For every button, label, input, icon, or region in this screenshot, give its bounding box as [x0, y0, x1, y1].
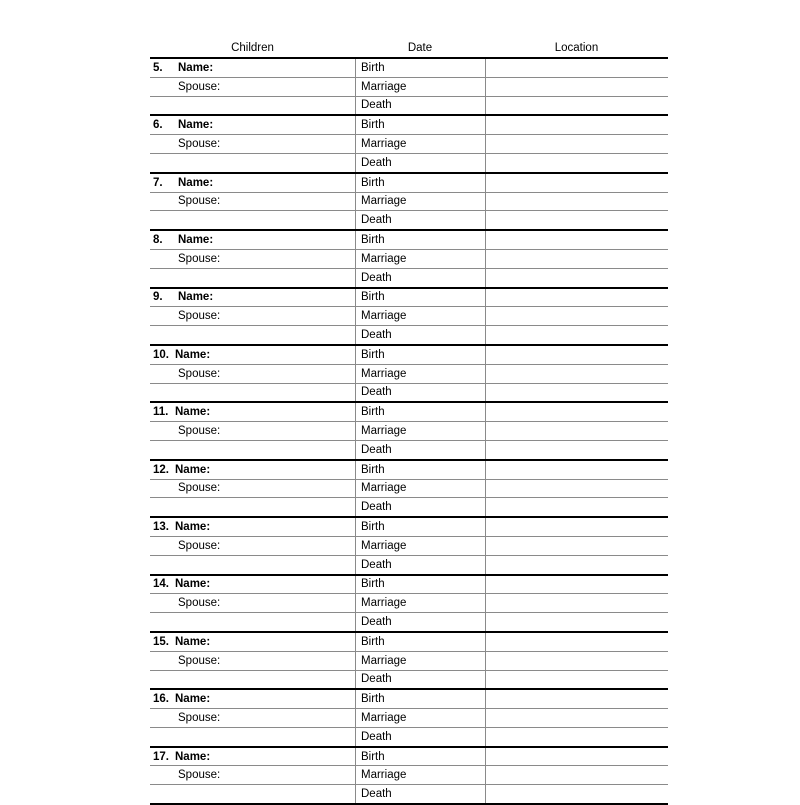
location-cell-death[interactable]	[485, 441, 668, 459]
location-cell-marriage[interactable]	[485, 709, 668, 727]
spouse-label: Spouse:	[178, 482, 221, 495]
table-row	[150, 364, 668, 383]
name-label: Name:	[175, 750, 211, 763]
spouse-label: Spouse:	[178, 310, 221, 323]
column-header-location: Location	[554, 42, 599, 54]
table-row	[150, 96, 668, 115]
birth-label: Birth	[361, 693, 385, 706]
location-cell-birth[interactable]	[485, 748, 668, 766]
marriage-label: Marriage	[361, 425, 407, 438]
marriage-label: Marriage	[361, 482, 407, 495]
date-cell-death[interactable]	[355, 498, 485, 516]
name-label: Name:	[178, 119, 214, 132]
death-label: Death	[361, 329, 392, 342]
child-spouse-cell[interactable]	[150, 594, 355, 612]
table-row	[150, 174, 668, 192]
table-row	[150, 765, 668, 784]
location-cell-death[interactable]	[485, 384, 668, 402]
location-cell-birth[interactable]	[485, 690, 668, 708]
date-cell-birth[interactable]	[355, 748, 485, 766]
table-row	[150, 134, 668, 153]
location-cell-birth[interactable]	[485, 59, 668, 77]
date-cell-death[interactable]	[355, 384, 485, 402]
location-cell-marriage[interactable]	[485, 766, 668, 784]
table-row	[150, 555, 668, 574]
child-index-number: 17.	[153, 750, 169, 763]
table-row	[150, 612, 668, 631]
child-name-cell[interactable]	[150, 116, 355, 134]
name-label: Name:	[178, 61, 214, 74]
birth-label: Birth	[361, 234, 385, 247]
date-cell-birth[interactable]	[355, 690, 485, 708]
child-blank-cell[interactable]	[150, 613, 355, 631]
birth-label: Birth	[361, 578, 385, 591]
date-cell-death[interactable]	[355, 97, 485, 115]
child-spouse-cell[interactable]	[150, 365, 355, 383]
death-label: Death	[361, 443, 392, 456]
child-entry-group	[150, 59, 668, 114]
date-cell-death[interactable]	[355, 441, 485, 459]
child-spouse-cell[interactable]	[150, 537, 355, 555]
death-label: Death	[361, 156, 392, 169]
child-entry-group	[150, 574, 668, 631]
child-spouse-cell[interactable]	[150, 480, 355, 498]
death-label: Death	[361, 214, 392, 227]
spouse-label: Spouse:	[178, 138, 221, 151]
name-label: Name:	[175, 578, 211, 591]
child-name-cell[interactable]	[150, 576, 355, 594]
child-entry-group	[150, 459, 668, 516]
date-cell-birth[interactable]	[355, 346, 485, 364]
location-cell-death[interactable]	[485, 785, 668, 803]
date-cell-death[interactable]	[355, 326, 485, 344]
marriage-label: Marriage	[361, 138, 407, 151]
child-name-cell[interactable]	[150, 461, 355, 479]
location-cell-birth[interactable]	[485, 116, 668, 134]
child-entry-group	[150, 172, 668, 229]
table-row	[150, 536, 668, 555]
location-cell-birth[interactable]	[485, 576, 668, 594]
spouse-label: Spouse:	[178, 597, 221, 610]
table-row	[150, 116, 668, 134]
date-cell-marriage[interactable]	[355, 480, 485, 498]
table-row	[150, 231, 668, 249]
date-cell-death[interactable]	[355, 671, 485, 689]
marriage-label: Marriage	[361, 539, 407, 552]
table-row	[150, 633, 668, 651]
spouse-label: Spouse:	[178, 711, 221, 724]
date-cell-birth[interactable]	[355, 518, 485, 536]
table-row	[150, 59, 668, 77]
table-row	[150, 268, 668, 287]
child-index-number: 13.	[153, 521, 169, 534]
date-cell-marriage[interactable]	[355, 594, 485, 612]
name-label: Name:	[175, 406, 211, 419]
name-label: Name:	[178, 234, 214, 247]
location-cell-marriage[interactable]	[485, 193, 668, 211]
table-row	[150, 593, 668, 612]
death-label: Death	[361, 673, 392, 686]
table-body	[150, 57, 668, 805]
date-cell-marriage[interactable]	[355, 709, 485, 727]
marriage-label: Marriage	[361, 310, 407, 323]
child-spouse-cell[interactable]	[150, 709, 355, 727]
spouse-label: Spouse:	[178, 80, 221, 93]
date-cell-birth[interactable]	[355, 289, 485, 307]
child-spouse-cell[interactable]	[150, 193, 355, 211]
spouse-label: Spouse:	[178, 195, 221, 208]
child-spouse-cell[interactable]	[150, 652, 355, 670]
birth-label: Birth	[361, 635, 385, 648]
child-blank-cell[interactable]	[150, 211, 355, 229]
location-cell-death[interactable]	[485, 154, 668, 172]
child-entry-group	[150, 344, 668, 401]
table-row	[150, 748, 668, 766]
child-blank-cell[interactable]	[150, 785, 355, 803]
child-blank-cell[interactable]	[150, 556, 355, 574]
date-cell-marriage[interactable]	[355, 135, 485, 153]
date-cell-death[interactable]	[355, 613, 485, 631]
child-index-number: 16.	[153, 693, 169, 706]
table-row	[150, 440, 668, 459]
table-row	[150, 576, 668, 594]
table-row	[150, 518, 668, 536]
date-cell-death[interactable]	[355, 269, 485, 287]
child-blank-cell[interactable]	[150, 97, 355, 115]
location-cell-marriage[interactable]	[485, 78, 668, 96]
death-label: Death	[361, 99, 392, 112]
child-name-cell[interactable]	[150, 289, 355, 307]
child-name-cell[interactable]	[150, 59, 355, 77]
marriage-label: Marriage	[361, 252, 407, 265]
child-index-number: 15.	[153, 635, 169, 648]
date-cell-birth[interactable]	[355, 403, 485, 421]
location-cell-death[interactable]	[485, 97, 668, 115]
date-cell-marriage[interactable]	[355, 766, 485, 784]
date-cell-marriage[interactable]	[355, 537, 485, 555]
child-entry-group	[150, 401, 668, 458]
table-row	[150, 421, 668, 440]
death-label: Death	[361, 386, 392, 399]
death-label: Death	[361, 271, 392, 284]
table-row	[150, 670, 668, 689]
child-index-number: 5.	[153, 61, 163, 74]
birth-label: Birth	[361, 521, 385, 534]
table-row	[150, 325, 668, 344]
birth-label: Birth	[361, 750, 385, 763]
name-label: Name:	[178, 176, 214, 189]
birth-label: Birth	[361, 119, 385, 132]
child-blank-cell[interactable]	[150, 441, 355, 459]
marriage-label: Marriage	[361, 654, 407, 667]
date-cell-death[interactable]	[355, 785, 485, 803]
column-header-date: Date	[407, 42, 433, 54]
date-cell-marriage[interactable]	[355, 422, 485, 440]
death-label: Death	[361, 788, 392, 801]
spouse-label: Spouse:	[178, 252, 221, 265]
table-row	[150, 727, 668, 746]
location-cell-birth[interactable]	[485, 403, 668, 421]
child-index-number: 14.	[153, 578, 169, 591]
table-row	[150, 497, 668, 516]
child-entry-group	[150, 287, 668, 344]
spouse-label: Spouse:	[178, 769, 221, 782]
child-index-number: 11.	[153, 406, 169, 419]
child-index-number: 9.	[153, 291, 163, 304]
location-cell-birth[interactable]	[485, 174, 668, 192]
date-cell-death[interactable]	[355, 556, 485, 574]
spouse-label: Spouse:	[178, 367, 221, 380]
location-cell-marriage[interactable]	[485, 422, 668, 440]
table-row	[150, 306, 668, 325]
date-cell-birth[interactable]	[355, 174, 485, 192]
name-label: Name:	[175, 693, 211, 706]
child-blank-cell[interactable]	[150, 269, 355, 287]
location-cell-marriage[interactable]	[485, 480, 668, 498]
date-cell-death[interactable]	[355, 728, 485, 746]
child-blank-cell[interactable]	[150, 498, 355, 516]
location-cell-marriage[interactable]	[485, 365, 668, 383]
date-cell-birth[interactable]	[355, 116, 485, 134]
child-index-number: 6.	[153, 119, 163, 132]
name-label: Name:	[175, 463, 211, 476]
table-row	[150, 210, 668, 229]
date-cell-marriage[interactable]	[355, 365, 485, 383]
child-spouse-cell[interactable]	[150, 307, 355, 325]
column-header-children: Children	[231, 42, 274, 54]
child-entry-group	[150, 688, 668, 745]
birth-label: Birth	[361, 291, 385, 304]
location-cell-marriage[interactable]	[485, 594, 668, 612]
child-index-number: 7.	[153, 176, 163, 189]
child-entry-group	[150, 114, 668, 171]
table-row	[150, 289, 668, 307]
child-spouse-cell[interactable]	[150, 135, 355, 153]
child-name-cell[interactable]	[150, 174, 355, 192]
table-row	[150, 346, 668, 364]
location-cell-death[interactable]	[485, 211, 668, 229]
location-cell-death[interactable]	[485, 556, 668, 574]
birth-label: Birth	[361, 406, 385, 419]
date-cell-birth[interactable]	[355, 633, 485, 651]
date-cell-marriage[interactable]	[355, 78, 485, 96]
location-cell-death[interactable]	[485, 498, 668, 516]
marriage-label: Marriage	[361, 195, 407, 208]
birth-label: Birth	[361, 348, 385, 361]
table-row	[150, 77, 668, 96]
child-spouse-cell[interactable]	[150, 422, 355, 440]
date-cell-marriage[interactable]	[355, 652, 485, 670]
table-row	[150, 479, 668, 498]
death-label: Death	[361, 616, 392, 628]
table-row	[150, 153, 668, 172]
child-blank-cell[interactable]	[150, 154, 355, 172]
date-cell-birth[interactable]	[355, 461, 485, 479]
location-cell-birth[interactable]	[485, 518, 668, 536]
table-row	[150, 461, 668, 479]
location-cell-birth[interactable]	[485, 231, 668, 249]
child-name-cell[interactable]	[150, 403, 355, 421]
child-entry-group	[150, 516, 668, 573]
child-name-cell[interactable]	[150, 633, 355, 651]
date-cell-death[interactable]	[355, 154, 485, 172]
location-cell-birth[interactable]	[485, 461, 668, 479]
table-row	[150, 784, 668, 803]
children-table	[150, 38, 668, 805]
table-row	[150, 192, 668, 211]
name-label: Name:	[175, 521, 211, 534]
location-cell-birth[interactable]	[485, 289, 668, 307]
marriage-label: Marriage	[361, 367, 407, 380]
name-label: Name:	[178, 291, 214, 304]
location-cell-birth[interactable]	[485, 633, 668, 651]
table-row	[150, 690, 668, 708]
date-cell-marriage[interactable]	[355, 193, 485, 211]
table-row	[150, 249, 668, 268]
child-spouse-cell[interactable]	[150, 78, 355, 96]
death-label: Death	[361, 558, 392, 571]
table-row	[150, 708, 668, 727]
table-row	[150, 383, 668, 402]
child-entry-group	[150, 746, 668, 803]
date-cell-death[interactable]	[355, 211, 485, 229]
date-cell-marriage[interactable]	[355, 307, 485, 325]
location-cell-death[interactable]	[485, 728, 668, 746]
marriage-label: Marriage	[361, 769, 407, 782]
location-cell-death[interactable]	[485, 326, 668, 344]
child-name-cell[interactable]	[150, 346, 355, 364]
child-index-number: 10.	[153, 348, 169, 361]
location-cell-marriage[interactable]	[485, 307, 668, 325]
birth-label: Birth	[361, 463, 385, 476]
child-blank-cell[interactable]	[150, 326, 355, 344]
birth-label: Birth	[361, 61, 385, 74]
birth-label: Birth	[361, 176, 385, 189]
child-spouse-cell[interactable]	[150, 766, 355, 784]
location-cell-birth[interactable]	[485, 346, 668, 364]
location-cell-death[interactable]	[485, 613, 668, 631]
child-entry-group	[150, 229, 668, 286]
marriage-label: Marriage	[361, 597, 407, 610]
location-cell-marriage[interactable]	[485, 652, 668, 670]
location-cell-marriage[interactable]	[485, 537, 668, 555]
table-row	[150, 403, 668, 421]
death-label: Death	[361, 501, 392, 514]
table-header-row	[150, 38, 668, 57]
date-cell-birth[interactable]	[355, 576, 485, 594]
location-cell-death[interactable]	[485, 671, 668, 689]
marriage-label: Marriage	[361, 80, 407, 93]
child-blank-cell[interactable]	[150, 728, 355, 746]
child-entry-group	[150, 631, 668, 688]
location-cell-marriage[interactable]	[485, 135, 668, 153]
child-name-cell[interactable]	[150, 518, 355, 536]
date-cell-marriage[interactable]	[355, 250, 485, 268]
location-cell-death[interactable]	[485, 269, 668, 287]
date-cell-birth[interactable]	[355, 59, 485, 77]
child-blank-cell[interactable]	[150, 671, 355, 689]
spouse-label: Spouse:	[178, 425, 221, 438]
child-blank-cell[interactable]	[150, 384, 355, 402]
table-row	[150, 651, 668, 670]
date-cell-birth[interactable]	[355, 231, 485, 249]
death-label: Death	[361, 730, 392, 743]
spouse-label: Spouse:	[178, 654, 221, 667]
spouse-label: Spouse:	[178, 539, 221, 552]
child-name-cell[interactable]	[150, 231, 355, 249]
child-index-number: 8.	[153, 234, 163, 247]
location-cell-marriage[interactable]	[485, 250, 668, 268]
child-name-cell[interactable]	[150, 690, 355, 708]
name-label: Name:	[175, 635, 211, 648]
child-index-number: 12.	[153, 463, 169, 476]
name-label: Name:	[175, 348, 211, 361]
marriage-label: Marriage	[361, 711, 407, 724]
child-spouse-cell[interactable]	[150, 250, 355, 268]
child-name-cell[interactable]	[150, 748, 355, 766]
